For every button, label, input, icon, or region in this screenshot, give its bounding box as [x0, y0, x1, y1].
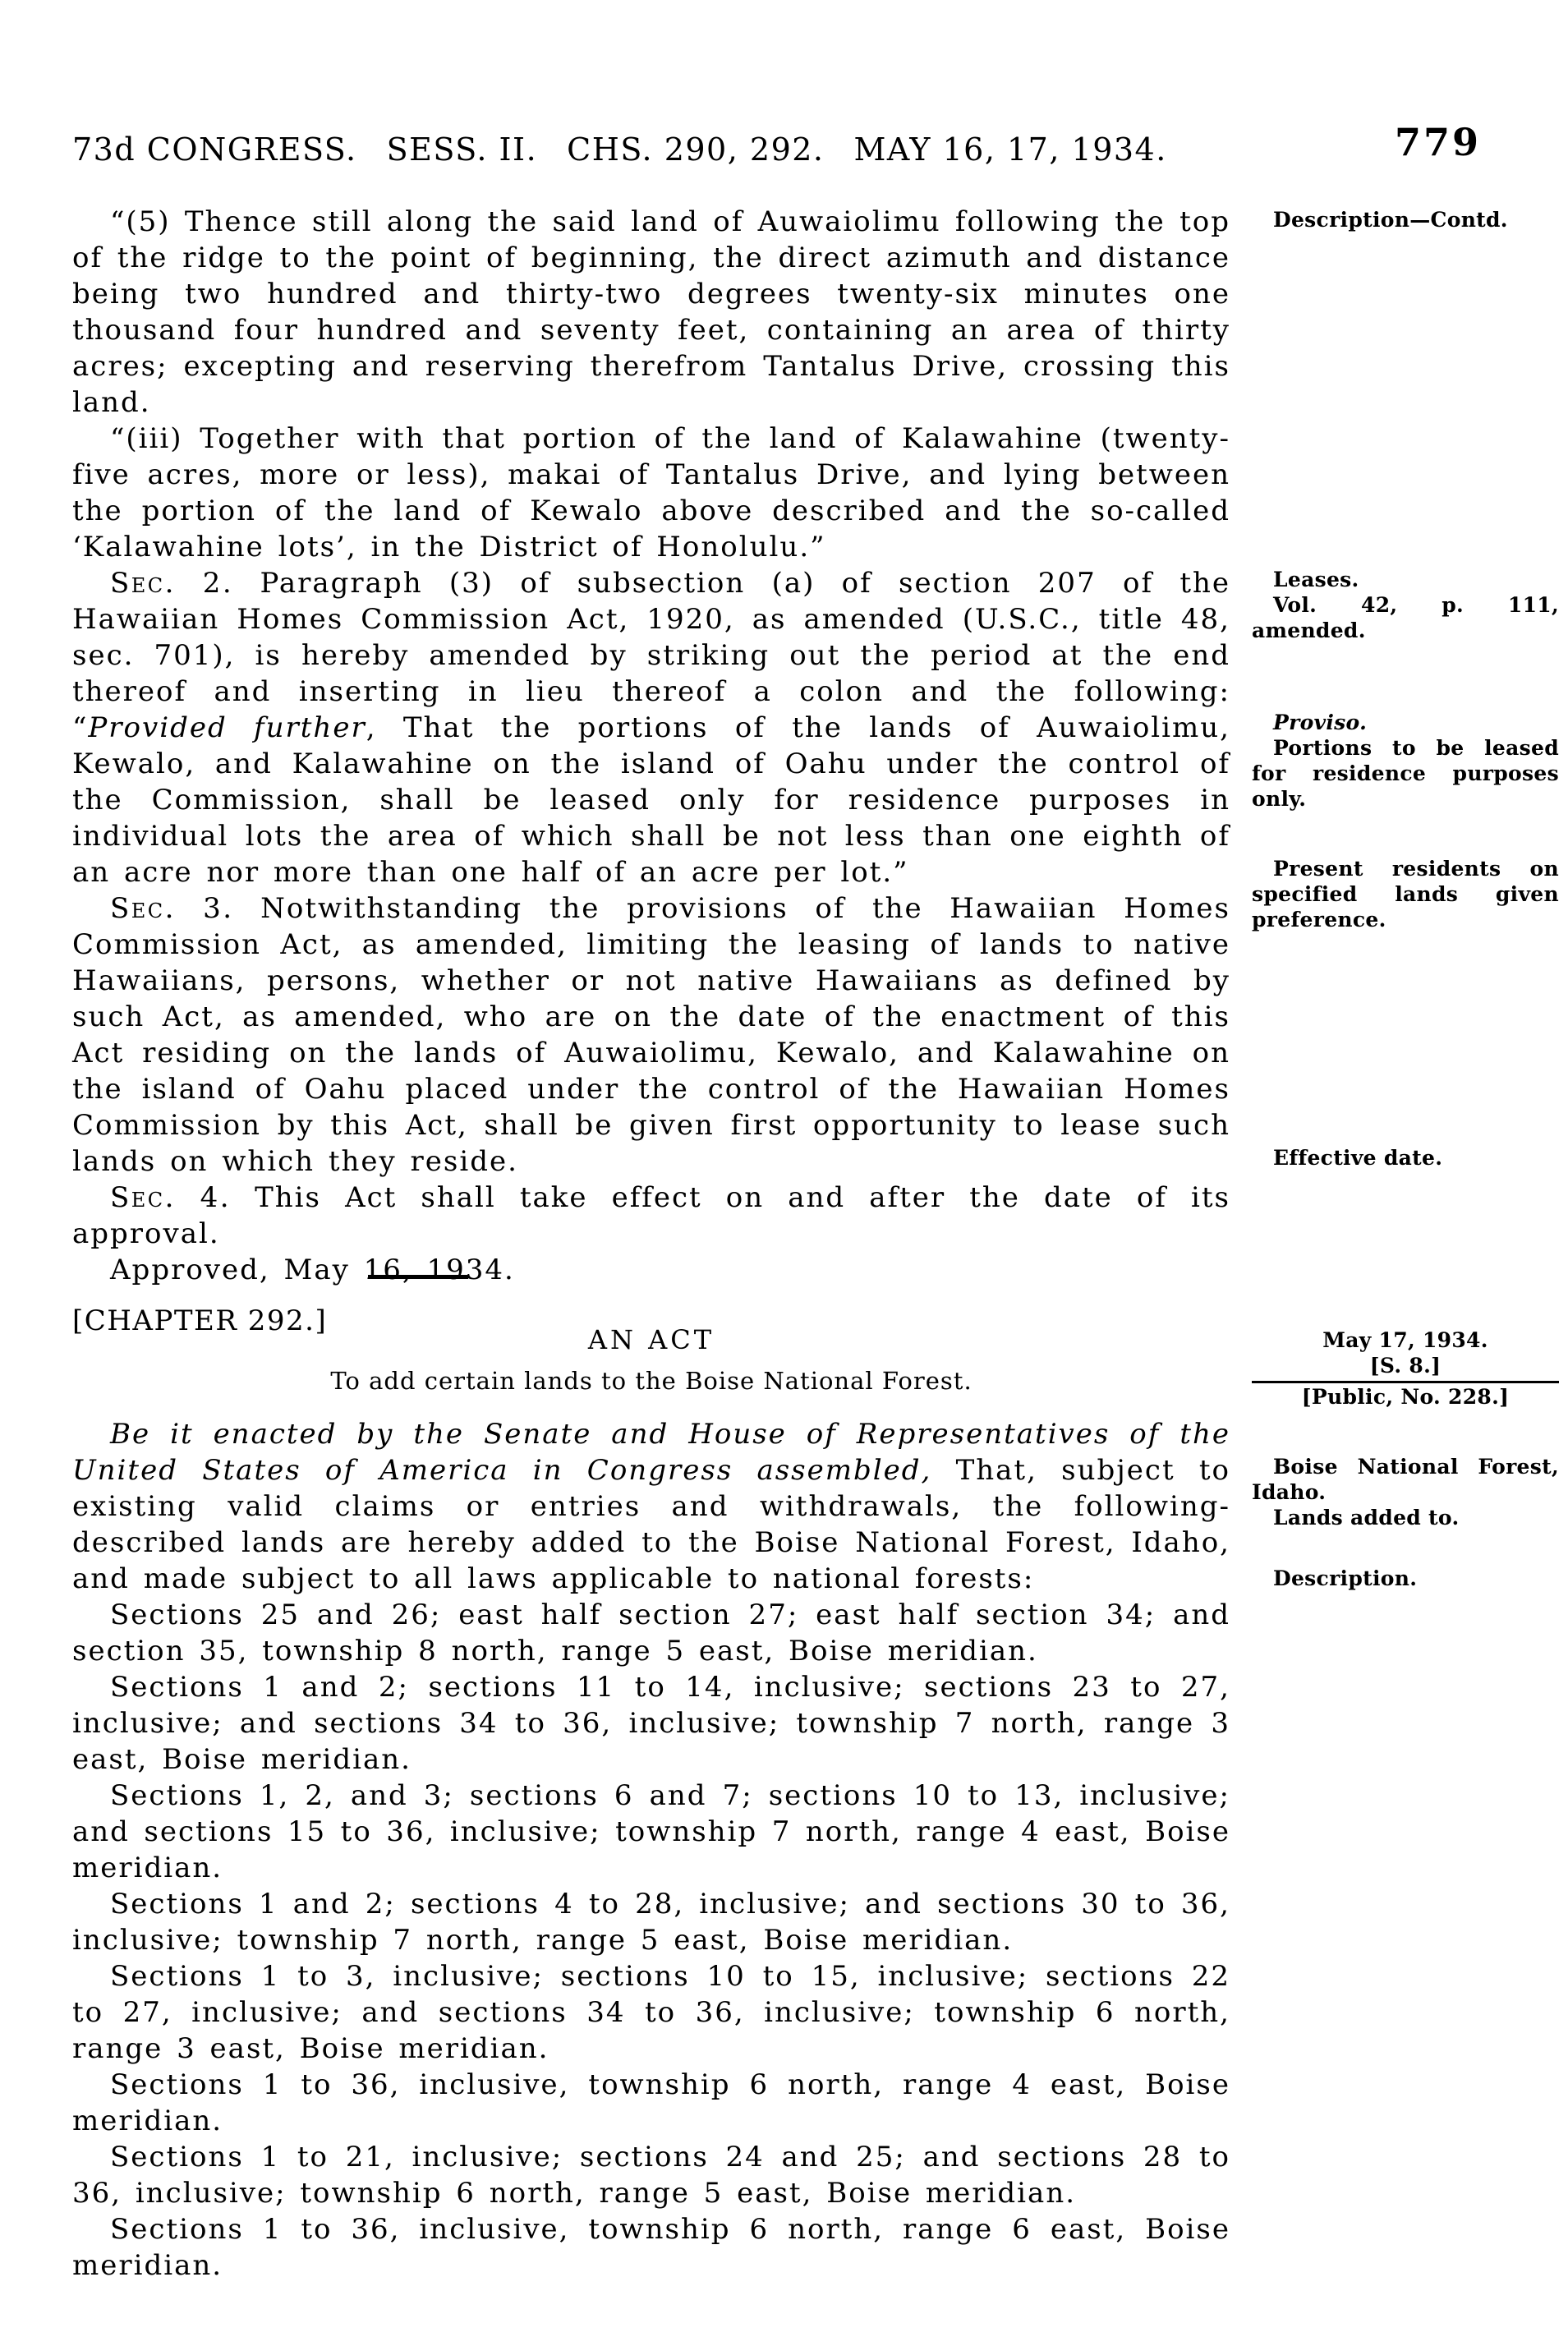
bill-number: [S. 8.] — [1369, 1354, 1442, 1378]
margin-note-text: Description. — [1273, 1566, 1418, 1590]
paragraph-5-description: “(5) Thence still along the said land of Auwaiolimu following the top of the ridge to the point of beginning, the direct azimuth and distance being two hundred and thirty-two degrees twenty-six minutes one thousand four hundred and seventy feet, containing an area of thirty acres; excepting and reserving therefrom Tantalus Drive, crossing this land. — [72, 205, 1230, 419]
act-title: To add certain lands to the Boise National Forest. — [330, 1367, 973, 1395]
margin-note-boise-forest — [1252, 1454, 1559, 1530]
sec3-label: Sec. 3. — [110, 892, 234, 925]
header-chapters: CHS. 290, 292. — [567, 131, 825, 168]
chapter-290-body — [72, 204, 1230, 1288]
margin-note-act-date — [1252, 1327, 1559, 1410]
land-description-paragraph: Sections 1 to 21, inclusive; sections 24 and 25; and sections 28 to 36, inclusive; township 6 north, range 5 east, Boise meridian. — [72, 2141, 1230, 2210]
land-description-paragraph: Sections 1, 2, and 3; sections 6 and 7; sections 10 to 13, inclusive; and sections 15 to 36, inclusive; township 7 north, range 4 east, Boise meridian. — [72, 1779, 1230, 1884]
sec2-text-after-proviso: , That the portions of the lands of Auwaiolimu, Kewalo, and Kalawahine on the island of Oahu under the control of the Commission, shall be leased only for residence purposes in individual lots the area of which shall be not less than one eighth of an acre nor more than one half of an acre per lot.” — [72, 711, 1230, 889]
paragraph-sec3 — [72, 890, 1230, 1180]
header-date: MAY 16, 17, 1934. — [853, 131, 1167, 168]
sec4-label: Sec. 4. — [110, 1181, 232, 1214]
margin-note-text: Boise National Forest, Idaho. — [1252, 1455, 1559, 1504]
approval-line: Approved, May 16, 1934. — [110, 1254, 515, 1286]
sec2-label: Sec. 2. — [110, 567, 234, 600]
land-description-paragraph: Sections 1 and 2; sections 4 to 28, inclusive; and sections 30 to 36, inclusive; township 7 north, range 5 east, Boise meridian. — [72, 1888, 1230, 1957]
margin-note-description — [1252, 1566, 1559, 1591]
page-number: 779 — [1395, 120, 1482, 164]
sec3-text: Notwithstanding the provisions of the Hawaiian Homes Commission Act, as amended, limiting the leasing of lands to native Hawaiians, persons, whether or not native Hawaiians as defined by such Act, as amended, who are on the date of the enactment of this Act residing on the lands of Auwaiolimu, Kewalo, and Kalawahine on the island of Oahu placed under the control of the Hawaiian Homes Commission by this Act, shall be given first opportunity to lease such lands on which they reside. — [72, 892, 1230, 1178]
act-date: May 17, 1934. — [1322, 1328, 1488, 1352]
margin-note-text: Description—Contd. — [1273, 208, 1508, 232]
margin-note-description-contd — [1252, 207, 1559, 232]
margin-note-text: Effective date. — [1273, 1146, 1443, 1170]
land-description-paragraph: Sections 1 to 36, inclusive, township 6 north, range 6 east, Boise meridian. — [72, 2213, 1230, 2282]
sec2-proviso-italic: Provided further — [88, 711, 366, 744]
margin-note-text: Vol. 42, p. 111, amended. — [1252, 593, 1559, 642]
chapter-292-body — [72, 1416, 1230, 2284]
margin-rule — [1252, 1381, 1559, 1383]
public-law-number: [Public, No. 228.] — [1301, 1385, 1510, 1409]
paragraph-sec2 — [72, 565, 1230, 890]
land-description-paragraph: Sections 1 to 3, inclusive; sections 10 to 15, inclusive; sections 22 to 27, inclusive; and sections 34 to 36, inclusive; township 6 north, range 3 east, Boise meridian. — [72, 1960, 1230, 2065]
margin-note-proviso-title: Proviso. — [1273, 711, 1368, 734]
act-heading: AN ACT — [587, 1324, 715, 1355]
chapter-292-label: [CHAPTER 292.] — [72, 1304, 328, 1337]
margin-note-leases — [1252, 567, 1559, 643]
margin-note-text: Leases. — [1273, 568, 1359, 591]
margin-note-residents — [1252, 856, 1559, 932]
enacting-clause-italic: Be it enacted by the Senate and House of Representatives of the United States of America in Congress assembled, — [72, 1418, 1230, 1487]
paragraph-iii-description: “(iii) Together with that portion of the land of Kalawahine (twenty-five acres, more or less), makai of Tantalus Drive, and lying between the portion of the land of Kewalo above described and the so-called ‘Kalawahine lots’, in the District of Honolulu.” — [72, 422, 1230, 564]
sec2-text: Paragraph (3) of subsection (a) of section 207 of the Hawaiian Homes Commission Act, 1920, as amended (U.S.C., title 48, sec. 701), is hereby amended by striking out the period at the end thereof and inserting in lieu thereof a colon and the following: “ — [72, 567, 1231, 744]
running-header — [72, 131, 1167, 168]
land-description-paragraph: Sections 1 to 36, inclusive, township 6 north, range 4 east, Boise meridian. — [72, 2068, 1230, 2137]
margin-note-text: Lands added to. — [1273, 1506, 1460, 1530]
land-description-paragraph: Sections 1 and 2; sections 11 to 14, inclusive; sections 23 to 27, inclusive; and sections 34 to 36, inclusive; township 7 north, range 3 east, Boise meridian. — [72, 1671, 1230, 1776]
margin-note-effective-date — [1252, 1145, 1559, 1171]
land-description-paragraph: Sections 25 and 26; east half section 27; east half section 34; and section 35, township 8 north, range 5 east, Boise meridian. — [72, 1598, 1230, 1668]
enacting-clause — [72, 1416, 1230, 1597]
margin-note-text: Present residents on specified lands given preference. — [1252, 857, 1559, 932]
margin-note-text: Portions to be leased for residence purposes only. — [1252, 736, 1559, 811]
header-congress: 73d CONGRESS. — [72, 131, 357, 168]
header-session: SESS. II. — [386, 131, 538, 168]
enacting-clause-rest: That, subject to existing valid claims or entries and withdrawals, the following-described lands are hereby added to the Boise National Forest, Idaho, and made subject to all laws applicable to national forests: — [72, 1454, 1230, 1595]
sec4-text: This Act shall take effect on and after the date of its approval. — [72, 1181, 1231, 1250]
margin-note-proviso — [1252, 710, 1559, 812]
chapter-divider-rule — [368, 1275, 468, 1279]
paragraph-sec4 — [72, 1180, 1230, 1252]
